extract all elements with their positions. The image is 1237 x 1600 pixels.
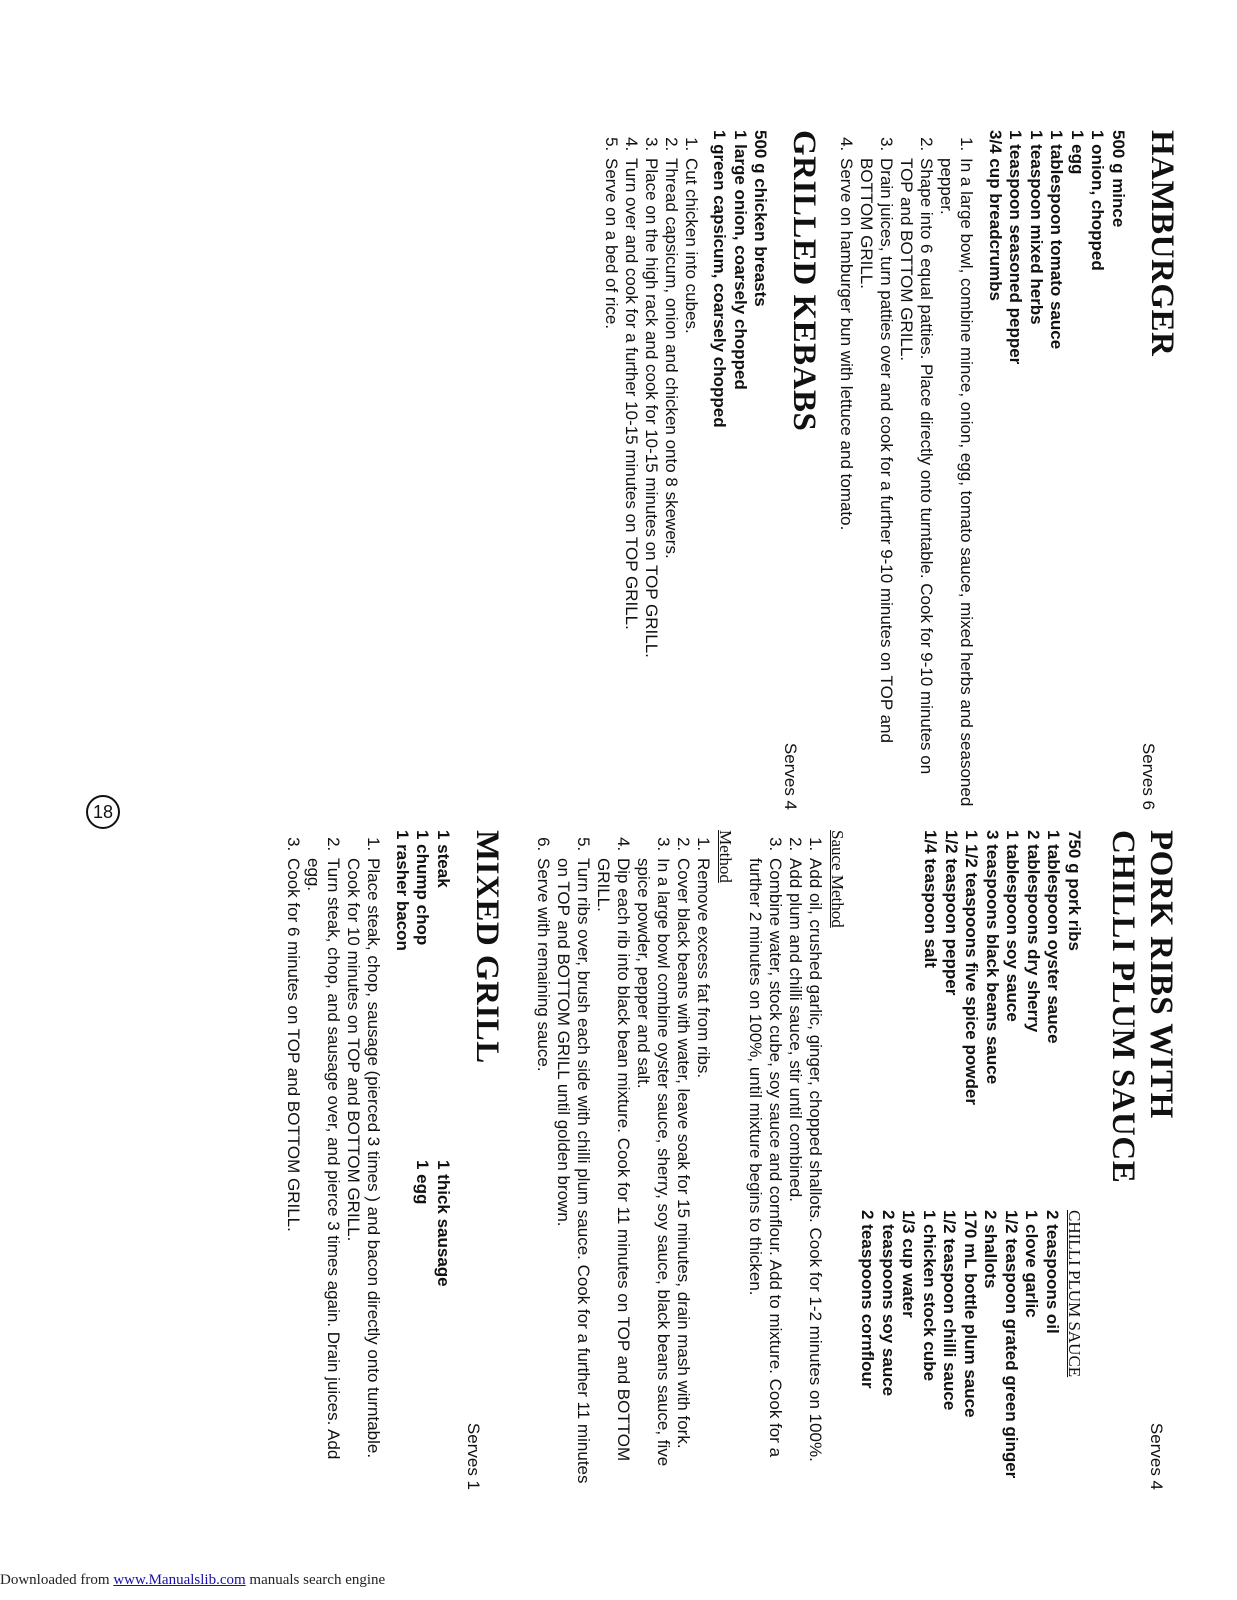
ingredient: 500 g mince xyxy=(1109,130,1128,228)
ingredient: 1 thick sausage xyxy=(434,1160,453,1287)
pork-serves: Serves 4 xyxy=(1147,1422,1166,1490)
ingredient: 1 tablespoon oyster sauce xyxy=(1044,830,1064,1044)
step: 4. Serve on hamburger bun with lettuce and tomato. xyxy=(837,156,857,810)
ingredient: 1 onion, chopped xyxy=(1088,130,1108,271)
ingredient: 1 tablespoon soy sauce xyxy=(1003,830,1023,1022)
mixed-ingredients-col1 xyxy=(392,830,454,1160)
ingredient: 1 clove garlic xyxy=(1022,1210,1042,1318)
ingredient: 1 green capsicum, coarsely chopped xyxy=(710,130,730,428)
footer xyxy=(0,1572,385,1589)
ingredient: 2 shallots xyxy=(981,1210,1001,1289)
ingredient: 3/4 cup breadcrumbs xyxy=(986,130,1005,302)
ingredient: 1/3 cup water xyxy=(899,1210,919,1318)
step: 6. Serve with remaining sauce. xyxy=(533,856,553,1490)
ingredient: 1 1/2 teaspoons five spice powder xyxy=(962,830,982,1105)
step: 4. Turn over and cook for a further 10-15 minutes on TOP GRILL. xyxy=(621,156,641,810)
ingredient: 2 teaspoons oil xyxy=(1043,1210,1062,1334)
ingredient: 1/2 teaspoon chilli sauce xyxy=(940,1210,960,1411)
ingredient: 1 large onion, coarsely chopped xyxy=(731,130,750,390)
ingredient: 1 tablespoon tomato sauce xyxy=(1047,130,1067,350)
step: 4. Dip each rib into black bean mixture. Cook for 11 minutes on TOP and BOTTOM GRILL. xyxy=(593,856,633,1490)
ingredient: 2 teaspoons cornflour xyxy=(858,1210,878,1389)
ingredient: 170 mL bottle plum sauce xyxy=(961,1210,980,1418)
pork-ingredients xyxy=(920,830,1084,1210)
mixed-steps xyxy=(284,830,384,1490)
step: 3. Drain juices, turn patties over and cook for a further 9-10 minutes on TOP and BOTTOM GRILL. xyxy=(857,156,897,810)
ingredient: 2 teaspoons soy sauce xyxy=(879,1210,898,1397)
method-heading: Method xyxy=(716,830,735,883)
hamburger-title: HAMBURGER xyxy=(1144,130,1180,357)
kebabs-recipe xyxy=(601,130,823,810)
right-column xyxy=(284,830,1181,1490)
ingredient: 1 rasher bacon xyxy=(393,830,412,951)
step: 1. Cut chicken into cubes. xyxy=(681,156,701,810)
ingredient: 1/2 teaspoon grated green ginger xyxy=(1002,1210,1021,1479)
rotated-page xyxy=(0,30,1180,1550)
footer-prefix: Downloaded from xyxy=(0,1572,114,1588)
step: 2. Cover black beans with water, leave soak for 15 minutes, drain mash with fork. xyxy=(673,856,693,1490)
kebabs-ingredients xyxy=(709,130,771,810)
ingredient: 500 g chicken breasts xyxy=(751,130,771,307)
step: 1. Add oil, crushed garlic, ginger, chopped shallots. Cook for 1-2 minutes on 100%. xyxy=(805,856,825,1490)
sauce-method-heading: Sauce Method xyxy=(828,830,847,928)
ingredient: 750 g pork ribs xyxy=(1065,830,1084,951)
mixed-grill-recipe xyxy=(284,830,506,1490)
step: 5. Turn ribs over, brush each side with chilli plum sauce. Cook for a further 11 minutes on TOP and BOTTOM GRILL until golden brown. xyxy=(553,856,593,1490)
ingredient: 2 tablespoons dry sherry xyxy=(1024,830,1043,1033)
ingredient: 3 teaspoons black beans sauce xyxy=(983,830,1002,1085)
pork-header xyxy=(1088,830,1180,1490)
mixed-serves: Serves 1 xyxy=(464,1422,483,1490)
step: 3. Cook for 6 minutes on TOP and BOTTOM GRILL. xyxy=(284,856,304,1490)
hamburger-recipe xyxy=(837,130,1181,810)
step: 3. Combine water, stock cube, soy sauce and cornflour. Add to mixture. Cook for a further 2 minutes on 100%, until mixture begins to thicken. xyxy=(745,856,785,1490)
kebabs-steps xyxy=(601,130,701,810)
ingredient: 1/4 teaspoon salt xyxy=(921,830,941,968)
step: 2. Turn steak, chop, and sausage over, and pierce 3 times again. Drain juices. Add egg. xyxy=(304,856,344,1490)
hamburger-serves: Serves 6 xyxy=(1139,742,1158,810)
ingredient: 1 teaspoon mixed herbs xyxy=(1027,130,1046,325)
page-number: 18 xyxy=(86,795,120,829)
step: 2. Add plum and chilli sauce, stir until combined. xyxy=(785,856,805,1490)
kebabs-title: GRILLED KEBABS xyxy=(786,130,823,432)
ingredient: 1/2 teaspoon pepper xyxy=(942,830,961,996)
step: 3. In a large bowl combine oyster sauce, sherry, soy sauce, black beans sauce, five spice powder, pepper and salt. xyxy=(633,856,673,1490)
footer-suffix: manuals search engine xyxy=(245,1572,386,1588)
sauce-heading: CHILLI PLUM SAUCE xyxy=(1065,1210,1084,1378)
pork-title-line2: CHILLI PLUM SAUCE xyxy=(1105,830,1141,1184)
mixed-ingredients-col2 xyxy=(392,1160,454,1287)
ingredient: 1 egg xyxy=(1068,130,1087,175)
footer-link[interactable]: www.Manualslib.com xyxy=(113,1572,246,1588)
hamburger-ingredients xyxy=(985,130,1129,810)
kebabs-serves: Serves 4 xyxy=(781,742,801,810)
pork-title-line1: PORK RIBS WITH xyxy=(1143,830,1179,1119)
step: 1. In a large bowl, combine mince, onion, egg, tomato sauce, mixed herbs and seasoned pepper. xyxy=(937,156,977,810)
ingredient: 1 teaspoon seasoned pepper xyxy=(1006,130,1026,365)
ingredient: 1 steak xyxy=(434,830,453,888)
mixed-header xyxy=(459,830,505,1490)
ingredient: 1 chicken stock cube xyxy=(920,1210,939,1382)
step: 1. Place steak, chop, sausage (pierced 3 times ) and bacon directly onto turntable. Cook for 10 minutes on TOP and BOTTOM GRILL. xyxy=(344,856,384,1490)
pork-ingredient-columns xyxy=(857,830,1084,1490)
step: 1. Remove excess fat from ribs. xyxy=(693,856,713,1490)
pork-main-ingredients-col xyxy=(857,830,1084,1210)
ingredient: 1 egg xyxy=(413,1160,433,1205)
mixed-ingredients xyxy=(392,830,454,1490)
pork-method-steps xyxy=(533,830,713,1490)
pork-ribs-recipe xyxy=(533,830,1180,1490)
kebabs-header xyxy=(777,130,823,810)
sauce-method-steps xyxy=(745,830,825,1490)
left-column xyxy=(601,130,1180,810)
ingredient: 1 chump chop xyxy=(413,830,433,946)
hamburger-header xyxy=(1134,130,1180,810)
step: 2. Shape into 6 equal patties. Place directly onto turntable. Cook for 9-10 minutes on TOP and BOTTOM GRILL. xyxy=(897,156,937,810)
hamburger-steps xyxy=(837,130,977,810)
sauce-ingredients-col xyxy=(857,1210,1084,1480)
step: 5. Serve on a bed of rice. xyxy=(601,156,621,810)
step: 3. Place on the high rack and cook for 10-15 minutes on TOP GRILL. xyxy=(641,156,661,810)
sauce-ingredients xyxy=(857,1210,1062,1480)
step: 2. Thread capsicum, onion and chicken onto 8 skewers. xyxy=(661,156,681,810)
mixed-title: MIXED GRILL xyxy=(469,830,505,1064)
